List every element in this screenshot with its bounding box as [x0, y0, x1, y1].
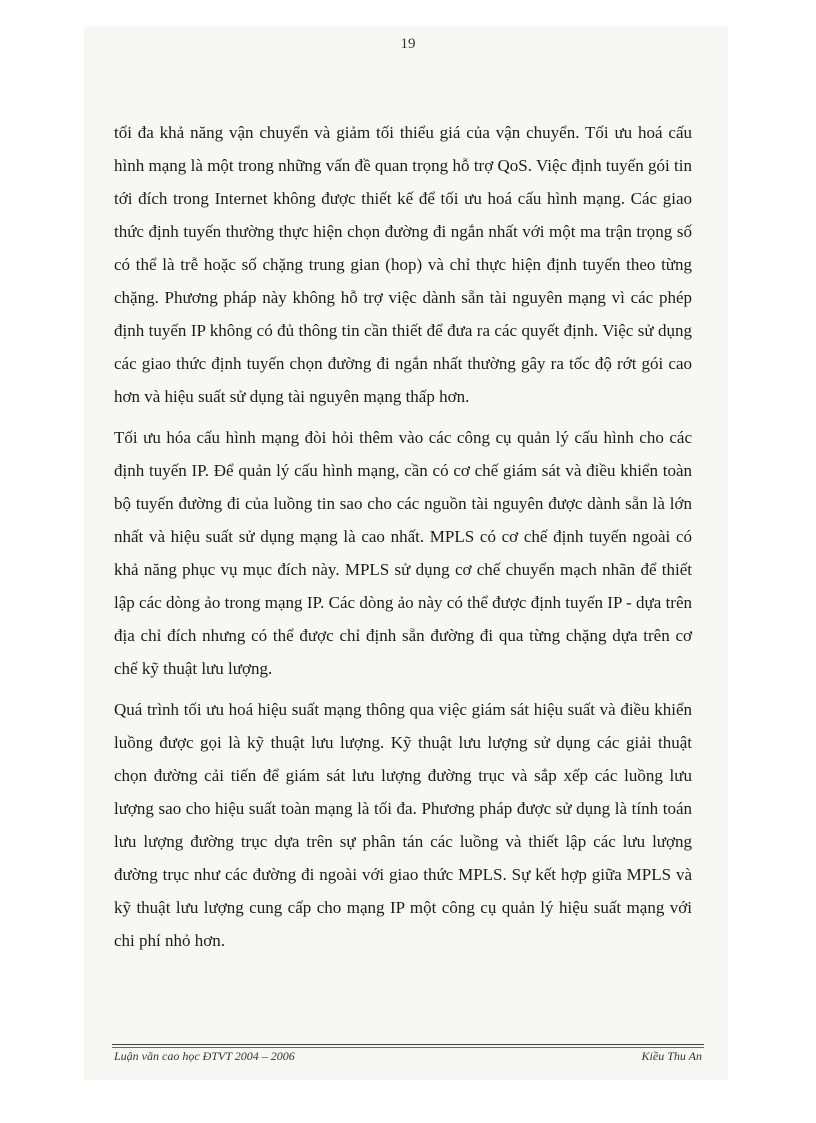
page-number: 19 — [400, 36, 416, 52]
paragraph-1: tối đa khả năng vận chuyển và giảm tối thiểu giá của vận chuyển. Tối ưu hoá cấu hình mạng là một trong những vấn đề quan trọng hỗ trợ QoS. Việc định tuyến gói tin tới đích trong Internet không được thiết kế để tối ưu hoá cấu hình mạng. Các giao thức định tuyến thường thực hiện chọn đường đi ngắn nhất với một ma trận trọng số có thể là trễ hoặc số chặng trung gian (hop) và chỉ thực hiện định tuyến theo từng chặng. Phương pháp này không hỗ trợ việc dành sẵn tài nguyên mạng vì các phép định tuyến IP không có đủ thông tin cần thiết để đưa ra các quyết định. Việc sử dụng các giao thức định tuyến chọn đường đi ngắn nhất thường gây ra tốc độ rớt gói cao hơn và hiệu suất sử dụng tài nguyên mạng thấp hơn. — [114, 123, 692, 406]
body-text — [114, 116, 692, 965]
footer-thesis-title: Luận văn cao học ĐTVT 2004 – 2006 — [114, 1049, 295, 1063]
footer-author: Kiều Thu An — [641, 1049, 702, 1063]
footer-divider — [112, 1044, 704, 1045]
footer-divider-secondary — [112, 1047, 704, 1048]
paragraph-3: Quá trình tối ưu hoá hiệu suất mạng thông qua việc giám sát hiệu suất và điều khiển luồng được gọi là kỹ thuật lưu lượng. Kỹ thuật lưu lượng sử dụng các giải thuật chọn đường cải tiến để giám sát lưu lượng đường trục và sắp xếp các luồng lưu lượng sao cho hiệu suất toàn mạng là tối đa. Phương pháp được sử dụng là tính toán lưu lượng đường trục dựa trên sự phân tán các luồng và thiết lập các lưu lượng đường trục như các đường đi ngoài với giao thức MPLS. Sự kết hợp giữa MPLS và kỹ thuật lưu lượng cung cấp cho mạng IP một công cụ quản lý hiệu suất mạng với chi phí nhỏ hơn. — [114, 700, 692, 950]
paragraph-2: Tối ưu hóa cấu hình mạng đòi hỏi thêm vào các công cụ quản lý cấu hình cho các định tuyến IP. Để quản lý cấu hình mạng, cần có cơ chế giám sát và điều khiển toàn bộ tuyến đường đi của luồng tin sao cho các nguồn tài nguyên được dành sẵn là lớn nhất và hiệu suất sử dụng mạng là cao nhất. MPLS có cơ chế định tuyến ngoài có khả năng phục vụ mục đích này. MPLS sử dụng cơ chế chuyển mạch nhãn để thiết lập các dòng ảo trong mạng IP. Các dòng ảo này có thể được định tuyến IP - dựa trên địa chỉ đích nhưng có thể được chỉ định sẵn đường đi qua từng chặng dựa trên cơ chế kỹ thuật lưu lượng. — [114, 428, 692, 678]
